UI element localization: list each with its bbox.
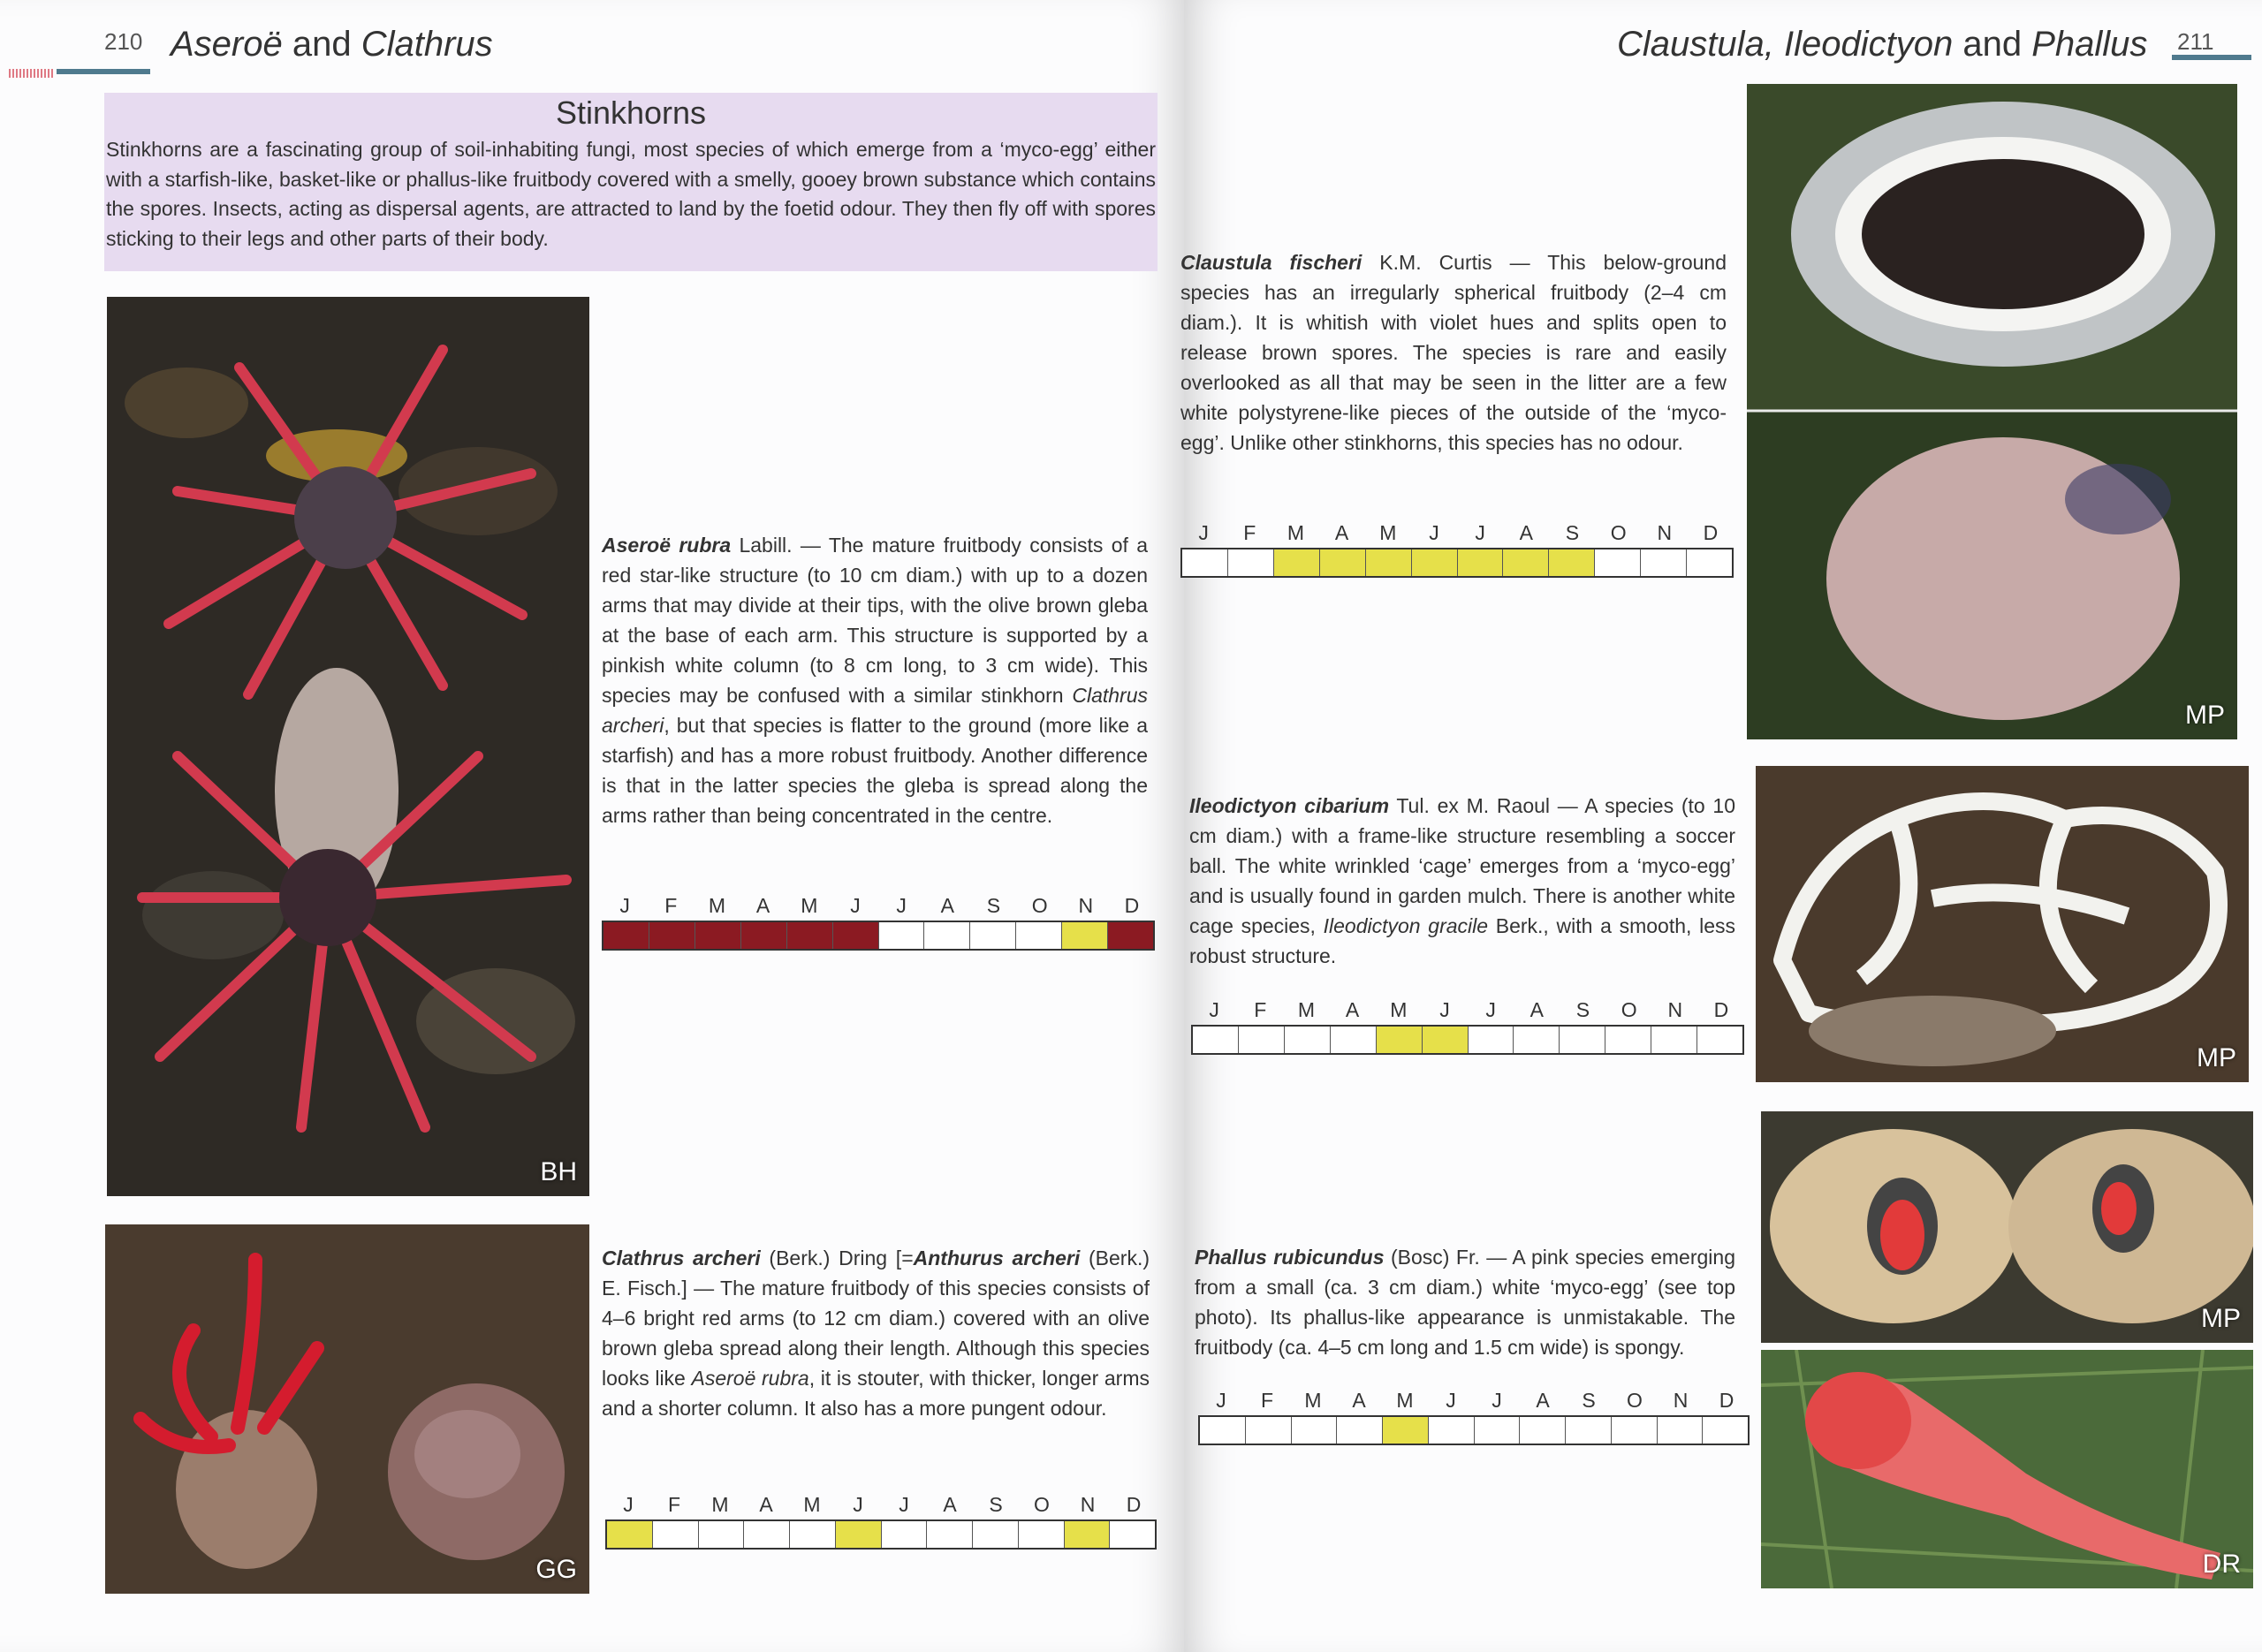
month-label: S bbox=[986, 894, 1001, 917]
calendar-phallus-rubicundus bbox=[1198, 1389, 1750, 1445]
month-cell bbox=[1423, 1027, 1469, 1053]
month-cell bbox=[1641, 549, 1687, 576]
month-cell bbox=[1503, 549, 1549, 576]
month-cell bbox=[1429, 1417, 1475, 1444]
month-label: N bbox=[1078, 894, 1094, 917]
month-cell bbox=[695, 922, 741, 949]
month-label: M bbox=[708, 894, 726, 917]
month-label: D bbox=[1703, 521, 1719, 544]
month-cell bbox=[1514, 1027, 1560, 1053]
month-cell bbox=[607, 1521, 653, 1548]
month-cell bbox=[787, 922, 833, 949]
photo-credit: MP bbox=[2185, 701, 2225, 730]
month-label: O bbox=[1031, 894, 1048, 917]
month-label: J bbox=[623, 1493, 634, 1516]
month-label: J bbox=[1446, 1389, 1456, 1412]
month-cell bbox=[973, 1521, 1019, 1548]
month-cell bbox=[1383, 1417, 1429, 1444]
month-label: S bbox=[1582, 1389, 1596, 1412]
month-cell bbox=[1658, 1417, 1704, 1444]
month-cell bbox=[1549, 549, 1595, 576]
month-label: A bbox=[1345, 998, 1360, 1021]
desc-phallus-rubicundus: Phallus rubicundus (Bosc) Fr. — A pink species emerging from a small (ca. 3 cm diam.) white ‘myco-egg’ (see top photo). Its phallus-like appearance is unmistakable. The fruitbody (ca. 4–5 cm long and 1.5 cm wide) is spongy. bbox=[1195, 1246, 1735, 1359]
month-cell bbox=[1377, 1027, 1423, 1053]
month-label: J bbox=[896, 894, 907, 917]
month-cell bbox=[1320, 549, 1366, 576]
month-cell bbox=[1239, 1027, 1285, 1053]
month-label: A bbox=[943, 1493, 957, 1516]
photo-aseroe-rubra bbox=[107, 297, 589, 1196]
month-label: M bbox=[711, 1493, 729, 1516]
month-cell bbox=[1065, 1521, 1111, 1548]
month-cell bbox=[1560, 1027, 1605, 1053]
month-cell bbox=[653, 1521, 699, 1548]
month-cell bbox=[1337, 1417, 1383, 1444]
calendar-aseroe-rubra bbox=[602, 894, 1155, 951]
desc-clathrus-archeri: Clathrus archeri (Berk.) Dring [=Anthurus archeri (Berk.) E. Fisch.] — The mature fruitbody of this species consists of 4–6 bright red arms (to 12 cm diam.) covered with an olive brown gleba spread along their length. Although this species looks like Aseroë rubra, it is stouter, with thicker, longer arms and a shorter column. It also has a more pungent odour. bbox=[602, 1247, 1150, 1420]
calendar-clathrus-archeri bbox=[605, 1493, 1157, 1550]
month-cell bbox=[1110, 1521, 1155, 1548]
month-cell bbox=[741, 922, 787, 949]
month-label: A bbox=[1530, 998, 1544, 1021]
desc-aseroe-rubra: Aseroë rubra Labill. — The mature fruitbody consists of a red star-like structure (to 10 cm diam.) with up to a dozen arms that may divide at their tips, with the olive brown gleba at the base of each arm. This structure is supported by a pinkish white column (to 8 cm long, to 3 cm wide). This species may be confused with a similar stinkhorn Clathrus archeri, but that species is flatter to the ground (more like a starfish) and has a more robust fruitbody. Another difference is that in the latter species the gleba is spread along the arms rather than being concentrated in the centre. bbox=[602, 534, 1149, 827]
intro-box bbox=[104, 93, 1158, 271]
month-label: M bbox=[1390, 998, 1408, 1021]
month-cells bbox=[602, 921, 1155, 951]
desc-claustula-fischeri: Claustula fischeri K.M. Curtis — This below-ground species has an irregularly spherical fruitbody (2–4 cm diam.). It is whitish with violet hues and splits open to release brown spores. The species is rare and easily overlooked as all that may be seen in the litter are a few white polystyrene-like pieces of the outside of the ‘myco-egg’. Unlike other stinkhorns, this species has no odour. bbox=[1180, 251, 1727, 454]
header-rule-left bbox=[57, 69, 150, 74]
month-cell bbox=[1228, 549, 1274, 576]
running-head-right: Claustula, Ileodictyon and Phallus bbox=[1617, 25, 2148, 64]
month-cells bbox=[1191, 1025, 1744, 1055]
month-label: N bbox=[1657, 521, 1673, 544]
calendar-ileodictyon-cibarium bbox=[1191, 998, 1744, 1055]
month-cell bbox=[879, 922, 925, 949]
photo-phallus-fruitbody bbox=[1761, 1350, 2253, 1588]
photo-credit: MP bbox=[2201, 1304, 2241, 1333]
month-label: F bbox=[667, 1493, 681, 1516]
photo-credit: DR bbox=[2202, 1550, 2241, 1579]
month-label: O bbox=[1034, 1493, 1050, 1516]
margin-mark bbox=[9, 69, 55, 78]
month-cell bbox=[1274, 549, 1320, 576]
month-cell bbox=[1200, 1417, 1246, 1444]
month-cells bbox=[1198, 1415, 1750, 1445]
month-cell bbox=[833, 922, 879, 949]
month-label: D bbox=[1719, 1389, 1734, 1412]
month-cell bbox=[1520, 1417, 1566, 1444]
month-labels bbox=[1180, 521, 1734, 548]
month-label: J bbox=[1492, 1389, 1502, 1412]
month-cell bbox=[1703, 1417, 1748, 1444]
month-label: O bbox=[1621, 998, 1637, 1021]
month-cells bbox=[1180, 548, 1734, 578]
month-cell bbox=[836, 1521, 882, 1548]
month-cell bbox=[1108, 922, 1153, 949]
month-label: J bbox=[1485, 998, 1496, 1021]
month-label: D bbox=[1713, 998, 1729, 1021]
month-cell bbox=[924, 922, 970, 949]
month-cell bbox=[649, 922, 695, 949]
month-label: D bbox=[1126, 1493, 1142, 1516]
month-label: F bbox=[1254, 998, 1267, 1021]
photo-credit: GG bbox=[535, 1555, 577, 1584]
month-label: S bbox=[1575, 998, 1590, 1021]
month-label: S bbox=[989, 1493, 1003, 1516]
month-label: J bbox=[899, 1493, 909, 1516]
month-label: J bbox=[1475, 521, 1485, 544]
month-label: J bbox=[853, 1493, 863, 1516]
month-cell bbox=[927, 1521, 973, 1548]
month-label: M bbox=[1287, 521, 1305, 544]
month-label: N bbox=[1080, 1493, 1096, 1516]
month-cell bbox=[1595, 549, 1641, 576]
month-cell bbox=[970, 922, 1016, 949]
photo-ileodictyon-cibarium bbox=[1756, 766, 2249, 1082]
month-cell bbox=[1469, 1027, 1514, 1053]
month-labels bbox=[602, 894, 1155, 921]
month-cell bbox=[1193, 1027, 1239, 1053]
month-label: O bbox=[1627, 1389, 1643, 1412]
month-cell bbox=[1605, 1027, 1651, 1053]
month-cell bbox=[603, 922, 649, 949]
month-label: F bbox=[664, 894, 678, 917]
month-label: N bbox=[1667, 998, 1683, 1021]
month-cell bbox=[1366, 549, 1412, 576]
intro-title: Stinkhorns bbox=[555, 95, 707, 131]
month-label: M bbox=[801, 894, 818, 917]
month-label: J bbox=[1198, 521, 1209, 544]
month-label: M bbox=[1379, 521, 1397, 544]
month-label: F bbox=[1260, 1389, 1274, 1412]
month-cell bbox=[1016, 922, 1062, 949]
running-head-left: Aseroë and Clathrus bbox=[171, 25, 493, 64]
month-cell bbox=[1062, 922, 1108, 949]
month-label: J bbox=[1209, 998, 1219, 1021]
month-label: N bbox=[1673, 1389, 1689, 1412]
calendar-claustula-fischeri bbox=[1180, 521, 1734, 578]
month-label: J bbox=[1429, 521, 1439, 544]
month-cells bbox=[605, 1519, 1157, 1550]
desc-ileodictyon-cibarium: Ileodictyon cibarium Tul. ex M. Raoul — A species (to 10 cm diam.) with a frame-like structure resembling a soccer ball. The white wrinkled ‘cage’ emerges from a ‘myco-egg’ and is usually found in garden mulch. There is another white cage species, Ileodictyon gracile Berk., with a smooth, less robust structure. bbox=[1189, 794, 1735, 967]
month-cell bbox=[744, 1521, 790, 1548]
month-cell bbox=[790, 1521, 836, 1548]
month-label: A bbox=[759, 1493, 773, 1516]
month-label: A bbox=[940, 894, 954, 917]
month-label: J bbox=[619, 894, 630, 917]
month-cell bbox=[1651, 1027, 1697, 1053]
month-cell bbox=[1412, 549, 1458, 576]
month-cell bbox=[1292, 1417, 1338, 1444]
intro-body: Stinkhorns are a fascinating group of soil-inhabiting fungi, most species of which emerge from a ‘myco-egg’ either with a starfish-like, basket-like or phallus-like fruitbody covered with a smelly, gooey brown substance which contains the spores. Insects, acting as dispersal agents, are attracted to land by the foetid odour. They then fly off with spores sticking to their legs and other parts of their body. bbox=[106, 138, 1156, 250]
header-rule-right bbox=[2172, 55, 2251, 60]
photo-credit: MP bbox=[2197, 1043, 2236, 1072]
month-label: A bbox=[1536, 1389, 1550, 1412]
month-label: F bbox=[1243, 521, 1256, 544]
month-label: M bbox=[803, 1493, 821, 1516]
month-label: D bbox=[1124, 894, 1140, 917]
month-label: A bbox=[1519, 521, 1533, 544]
month-label: S bbox=[1565, 521, 1580, 544]
month-label: J bbox=[1439, 998, 1450, 1021]
month-label: O bbox=[1610, 521, 1627, 544]
page-number-left: 210 bbox=[104, 28, 143, 55]
month-cell bbox=[1697, 1027, 1742, 1053]
month-cell bbox=[1612, 1417, 1658, 1444]
month-cell bbox=[699, 1521, 745, 1548]
month-cell bbox=[1285, 1027, 1331, 1053]
month-cell bbox=[1246, 1417, 1292, 1444]
month-labels bbox=[605, 1493, 1157, 1519]
month-label: J bbox=[1216, 1389, 1226, 1412]
month-cell bbox=[1182, 549, 1228, 576]
photo-phallus-egg bbox=[1761, 1111, 2253, 1343]
month-cell bbox=[1331, 1027, 1377, 1053]
month-label: A bbox=[755, 894, 770, 917]
month-cell bbox=[1687, 549, 1732, 576]
month-labels bbox=[1191, 998, 1744, 1025]
page-number-right: 211 bbox=[2177, 28, 2214, 55]
month-cell bbox=[882, 1521, 928, 1548]
month-labels bbox=[1198, 1389, 1750, 1415]
month-cell bbox=[1458, 549, 1504, 576]
month-label: J bbox=[850, 894, 861, 917]
photo-credit: BH bbox=[540, 1157, 577, 1186]
photo-clathrus-archeri bbox=[105, 1224, 589, 1594]
right-page bbox=[1180, 0, 2262, 1652]
month-label: A bbox=[1334, 521, 1349, 544]
month-cell bbox=[1019, 1521, 1065, 1548]
month-label: M bbox=[1396, 1389, 1414, 1412]
photo-claustula-fischeri bbox=[1747, 84, 2237, 739]
month-cell bbox=[1475, 1417, 1521, 1444]
month-label: M bbox=[1297, 998, 1316, 1021]
month-label: M bbox=[1304, 1389, 1322, 1412]
month-label: A bbox=[1352, 1389, 1366, 1412]
month-cell bbox=[1566, 1417, 1612, 1444]
